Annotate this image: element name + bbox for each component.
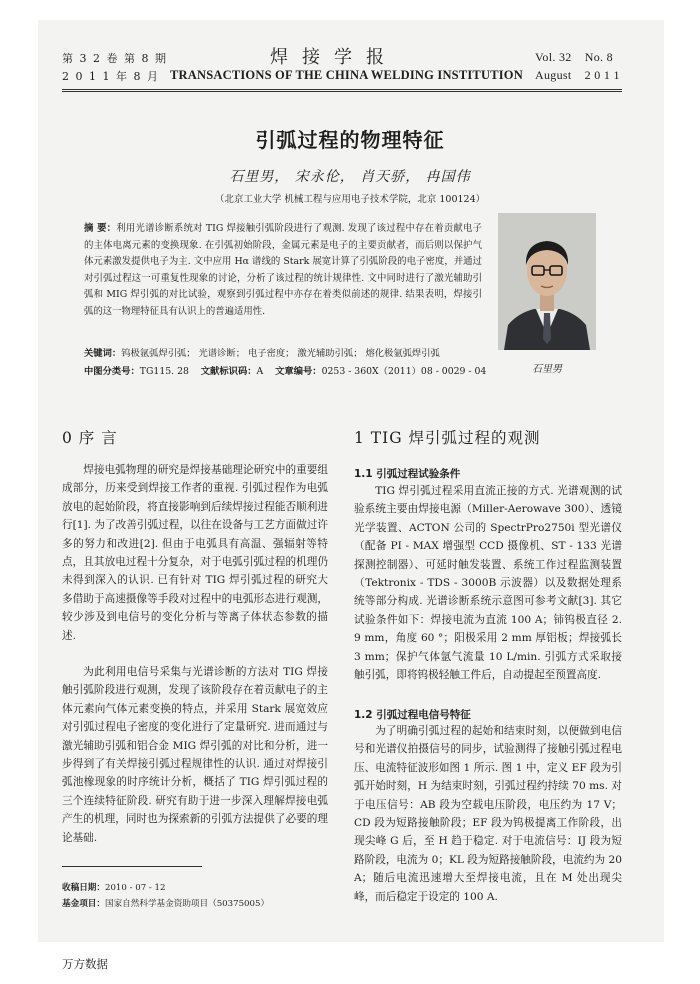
classification-line — [84, 363, 494, 377]
keywords — [84, 345, 494, 359]
article-title: 引弧过程的物理特征 — [255, 128, 445, 152]
fund-label: 基金项目： — [62, 899, 105, 909]
volume-issue-en: Vol. 32 No. 8 — [535, 50, 613, 64]
subsection-1-2-heading: 1.2 引弧过程电信号特征 — [354, 709, 471, 721]
journal-title-en: TRANSACTIONS OF THE CHINA WELDING INSTITUTION — [170, 68, 523, 82]
received-label: 收稿日期： — [62, 883, 105, 893]
keywords-text: 钨极氩弧焊引弧； 光谱诊断； 电子密度； 激光辅助引弧； 熔化极氩弧焊引弧 — [121, 348, 440, 359]
fund-value: 国家自然科学基金资助项目（50375005） — [104, 899, 270, 909]
keywords-label: 关键词： — [84, 348, 122, 359]
subsection-1-1-paragraph: TIG 焊引弧过程采用直流正接的方式. 光谱观测的试验系统主要由焊接电源（Miller-Aerowave 300）、透镜光学装置、ACTON 公司的 SpectrPro2750i 型光谱仪（配备 PI - MAX 增强型 CCD 摄像机、ST - 133 光谱探测控制器）、可延时触发装置、系统工作过程监测装置（Tektronix - TDS - 3000B 示波器）以及数据处理系统等部分构成. 光谱诊断系统示意图可参考文献[3]. 其它试验条件如下：焊接电流为直流 100 A；铈钨极直径 2. 9 mm，角度 60 °；阳极采用 2 mm 厚铝板；焊接弧长 3 mm；保护气体氩气流量 10 L/min. 引弧方式采取接触引弧，即将钨极轻触工件后，自动提起至预置高度. — [354, 485, 622, 682]
affiliation: （北京工业大学 机械工程与应用电子技术学院，北京 100124） — [214, 194, 486, 205]
header-rule-2 — [62, 91, 622, 92]
subsection-1-2-paragraph: 为了明确引弧过程的起始和结束时刻，以便做到电信号和光谱仪拍摄信号的同步，试验测得了接触引弧过程电压、电流特征波形如图 1 所示. 图 1 中，定义 EF 段为引弧开始时刻，H 为结束时刻，引弧过程约持续 70 ms. 对于电压信号：AB 段为空载电压阶段，电压约为 17 V；CD 段为短路接触阶段；EF 段为钨极提离工作阶段，出现尖峰 G 后，至 H 趋于稳定. 对于电流信号：IJ 段为短路阶段，电流为 0；KL 段为短路接触阶段，电流约为 20 A；随后电流迅速增大至焊接电流，且在 M 处出现尖峰，而后稳定于设定的 100 A. — [354, 725, 622, 903]
article-id-value: 0253 - 360X（2011）08 - 0029 - 04 — [321, 366, 487, 377]
date-en: August 2 0 1 1 — [535, 68, 620, 82]
section-0-heading: 0 序 言 — [62, 429, 118, 447]
doc-code-label: 文献标识码： — [200, 366, 257, 377]
subsection-1-1-heading: 1.1 引弧过程试验条件 — [354, 468, 461, 480]
author-list: 石里男， 宋永伦， 肖天骄， 冉国伟 — [229, 169, 471, 185]
abstract-text: 利用光谱诊断系统对 TIG 焊接触引弧阶段进行了观测. 发现了该过程中存在着贡献电子的主体电离元素的变换现象. 在引弧初始阶段，金属元素是电子的主要贡献者，而后则以保护气体元素激发提供电子为主. 文中应用 Hα 谱线的 Stark 展宽计算了引弧阶段的电子密度，并通过对引弧过程这一可重复性现象的讨论，分析了该过程的统计规律性. 文中同时进行了激光辅助引弧和 MIG 焊引弧的对比试验，观察到引弧过程中亦存在着类似前述的规律. 结果表明，焊接引弧的这一物理特征具有认识上的普遍适用性. — [84, 223, 482, 317]
abstract — [84, 221, 482, 321]
footnote-rule — [62, 866, 202, 867]
class-label: 中图分类号： — [84, 366, 140, 377]
journal-title-cn: 焊接学报 — [270, 47, 398, 68]
author-photo — [498, 213, 596, 350]
date-cn: 2 0 1 1 年 8 月 — [62, 70, 160, 83]
section-0-paragraph-1: 焊接电弧物理的研究是焊接基础理论研究中的重要组成部分，历来受到焊接工作者的重视. 引弧过程作为电弧放电的起始阶段，将直接影响到后续焊接过程能否顺利进行[1]. 为了改善引弧过程，以往在设备与工艺方面做过许多的努力和改进[2]. 但由于电弧具有高温、强辐射等特点，且其放电过程十分复杂，对于电弧引弧过程的机理仍未得到深入的认识. 已有针对 TIG 焊引弧过程的研究大多借助于高速摄像等手段对过程中的电弧形态进行观测，较少涉及到电信号的变化分析与等离子体状态参数的描述. — [62, 464, 328, 642]
received-date — [62, 881, 165, 893]
section-1-heading: 1 TIG 焊引弧过程的观测 — [354, 429, 541, 447]
author-photo-caption: 石里男 — [532, 364, 562, 375]
fund-info — [62, 897, 269, 909]
portrait-image — [498, 213, 596, 350]
watermark: 万方数据 — [62, 957, 108, 971]
received-value: 2010 - 07 - 12 — [104, 883, 166, 893]
abstract-label: 摘 要： — [84, 223, 117, 234]
doc-code-value: A — [256, 366, 264, 377]
section-0-paragraph-2: 为此利用电信号采集与光谱诊断的方法对 TIG 焊接触引弧阶段进行观测，发现了该阶段存在着贡献电子的主体元素向气体元素变换的特点，并采用 Stark 展宽效应对引弧过程电子密度的变化进行了定量研究. 进而通过与激光辅助引弧和铝合金 MIG 焊引弧的对比和分析，进一步得到了有关焊接引弧过程规律性的认识. 通过对焊接引弧池橡现象的时序统计分析，概括了 TIG 焊引弧过程的三个连续特征阶段. 研究有助于进一步深入理解焊接电弧产生的机理，同时也为探索新的引弧方法提供了必要的理论基础. — [62, 666, 328, 844]
volume-issue-cn: 第 3 2 卷 第 8 期 — [62, 52, 168, 65]
header-rule — [62, 89, 622, 90]
class-value: TG115. 28 — [139, 366, 189, 377]
article-id-label: 文章编号： — [275, 366, 322, 377]
